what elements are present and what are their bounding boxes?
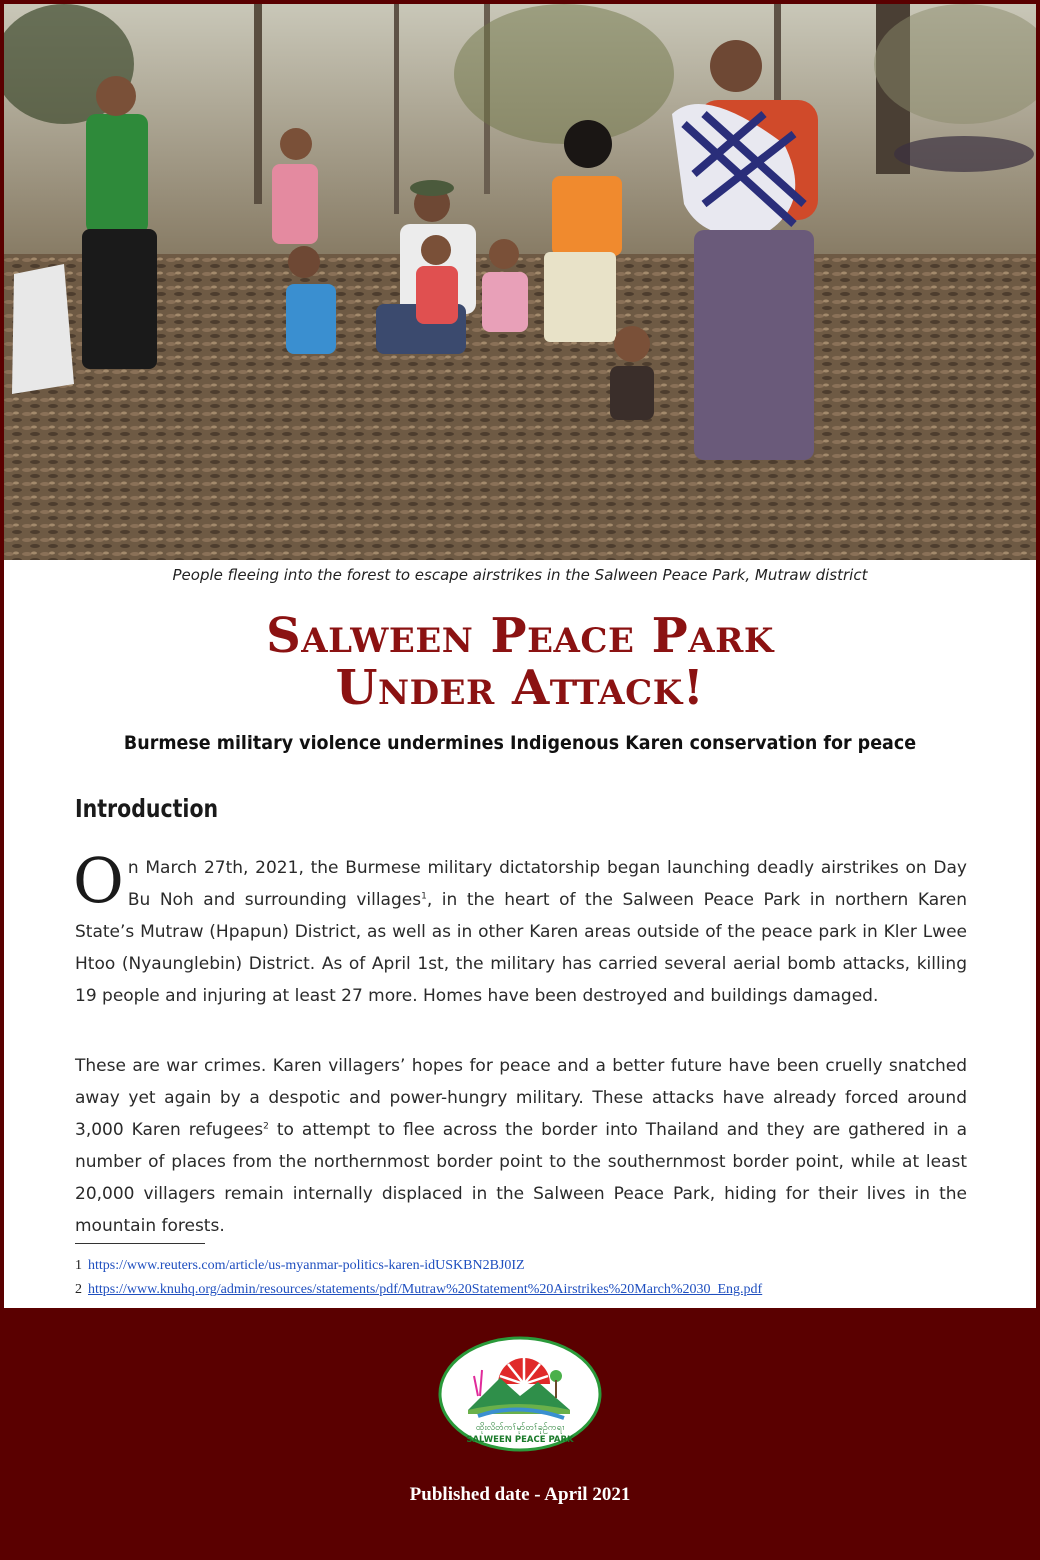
p1-text-b: , in the heart of the Salween Peace Park in northern Karen State’s Mutraw (Hpapun) District, as well as in other Karen areas outside of the peace park in Kler Lwee Htoo (Nyaunglebin) District. As of April 1st, the military has carried several aerial bomb attacks, killing 19 people and injuring at least 27 more. Homes have been destroyed and buildings damaged. xyxy=(75,890,967,1006)
page-sheet xyxy=(4,4,1036,1308)
intro-paragraph-1 xyxy=(73,844,967,1012)
intro-paragraph-2 xyxy=(75,1050,967,1242)
footnote-1 xyxy=(75,1258,525,1274)
page-title xyxy=(4,610,1036,714)
title-line-2: Under Attack! xyxy=(335,660,705,716)
p2-text-b: to attempt to flee across the border into Thailand and they are gathered in a number of places from the northernmost border point to the southernmost border point, while at least 20,000 villagers remain internally displaced in the Salween Peace Park, hiding for their lives in the mountain forests. xyxy=(75,1120,967,1236)
footnote-2 xyxy=(75,1282,762,1298)
page-subtitle: Burmese military violence undermines Indigenous Karen conservation for peace xyxy=(123,732,917,754)
drop-cap: O xyxy=(73,844,124,917)
logo-emblem-icon xyxy=(438,1336,602,1452)
footnote-link[interactable]: https://www.knuhq.org/admin/resources/statements/pdf/Mutraw%20Statement%20Airstrikes%20March%2030_Eng.pdf xyxy=(88,1282,763,1297)
footnote-number: 1 xyxy=(75,1258,82,1273)
p1-text-a: n March 27th, 2021, the Burmese military dictatorship began launching deadly airstrikes on Day Bu Noh and surrounding villages xyxy=(127,858,967,910)
photo-caption: People fleeing into the forest to escape airstrikes in the Salween Peace Park, Mutraw district xyxy=(172,566,868,584)
logo-script-text: ထိုးလိတ်ကၢ်မုာ်တၢ်ခုဉ်ကရၢ xyxy=(475,1423,565,1433)
cover-photo xyxy=(4,4,1036,560)
title-line-1: Salween Peace Park xyxy=(266,608,774,664)
footnote-divider xyxy=(75,1243,205,1244)
footnote-ref-2[interactable]: 2 xyxy=(263,1121,269,1132)
footnote-number: 2 xyxy=(75,1282,82,1297)
p2-text-a: These are war crimes. Karen villagers’ hopes for peace and a better future have been cruelly snatched away yet again by a despotic and power-hungry military. These attacks have already forced around 3,000 Karen refugees xyxy=(75,1056,967,1140)
footnote-ref-1[interactable]: 1 xyxy=(421,891,427,902)
published-date: Published date - April 2021 xyxy=(409,1484,631,1505)
footnote-link[interactable]: https://www.reuters.com/article/us-myanmar-politics-karen-idUSKBN2BJ0IZ xyxy=(88,1258,525,1273)
forest-refugees-image xyxy=(4,4,1036,560)
logo-name-text: SALWEEN PEACE PARK xyxy=(466,1435,574,1445)
salween-peace-park-logo xyxy=(438,1336,602,1452)
section-heading: Introduction xyxy=(75,794,219,823)
